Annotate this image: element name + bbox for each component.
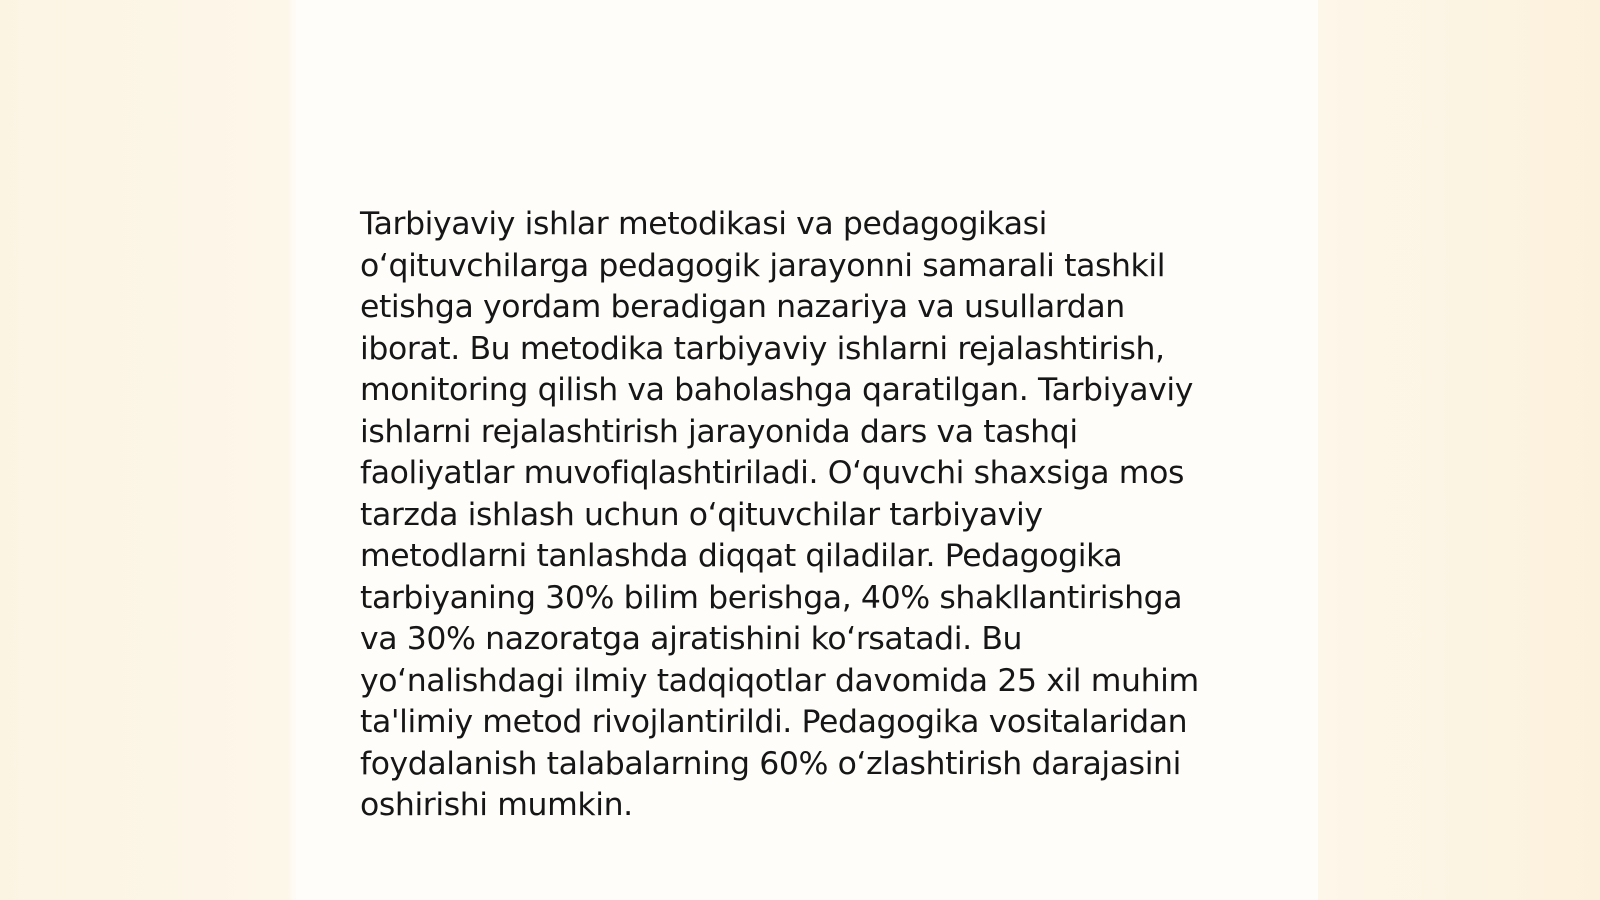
paragraph-line: faoliyatlar muvofiqlashtiriladi. O‘quvchi shaxsiga mos [360, 455, 1184, 491]
paragraph-line: foydalanish talabalarning 60% o‘zlashtirish darajasini [360, 745, 1181, 782]
paragraph-line: etishga yordam beradigan nazariya va usullardan [360, 289, 1125, 325]
paragraph-line: iborat. Bu metodika tarbiyaviy ishlarni rejalashtirish, [360, 330, 1165, 367]
paragraph-line: metodlarni tanlashda diqqat qiladilar. Pedagogika [360, 538, 1123, 574]
paragraph-line: ishlarni rejalashtirish jarayonida dars va tashqi [360, 413, 1078, 450]
paragraph-line: ta'limiy metod rivojlantirildi. Pedagogika vositalaridan [360, 704, 1188, 740]
paragraph-line: yo‘nalishdagi ilmiy tadqiqotlar davomida 25 xil muhim [360, 662, 1199, 699]
paragraph-line: tarbiyaning 30% bilim berishga, 40% shakllantirishga [360, 579, 1183, 616]
paragraph-line: Tarbiyaviy ishlar metodikasi va pedagogikasi [360, 206, 1047, 242]
paragraph-line: oshirishi mumkin. [360, 787, 633, 823]
paragraph-line: tarzda ishlash uchun o‘qituvchilar tarbiyaviy [360, 496, 1043, 533]
paragraph-line: monitoring qilish va baholashga qaratilgan. Tarbiyaviy [360, 372, 1193, 408]
paragraph-line: o‘qituvchilarga pedagogik jarayonni samarali tashkil [360, 247, 1166, 284]
body-paragraph [360, 204, 1260, 827]
paragraph-line: va 30% nazoratga ajratishini ko‘rsatadi. Bu [360, 621, 1023, 657]
